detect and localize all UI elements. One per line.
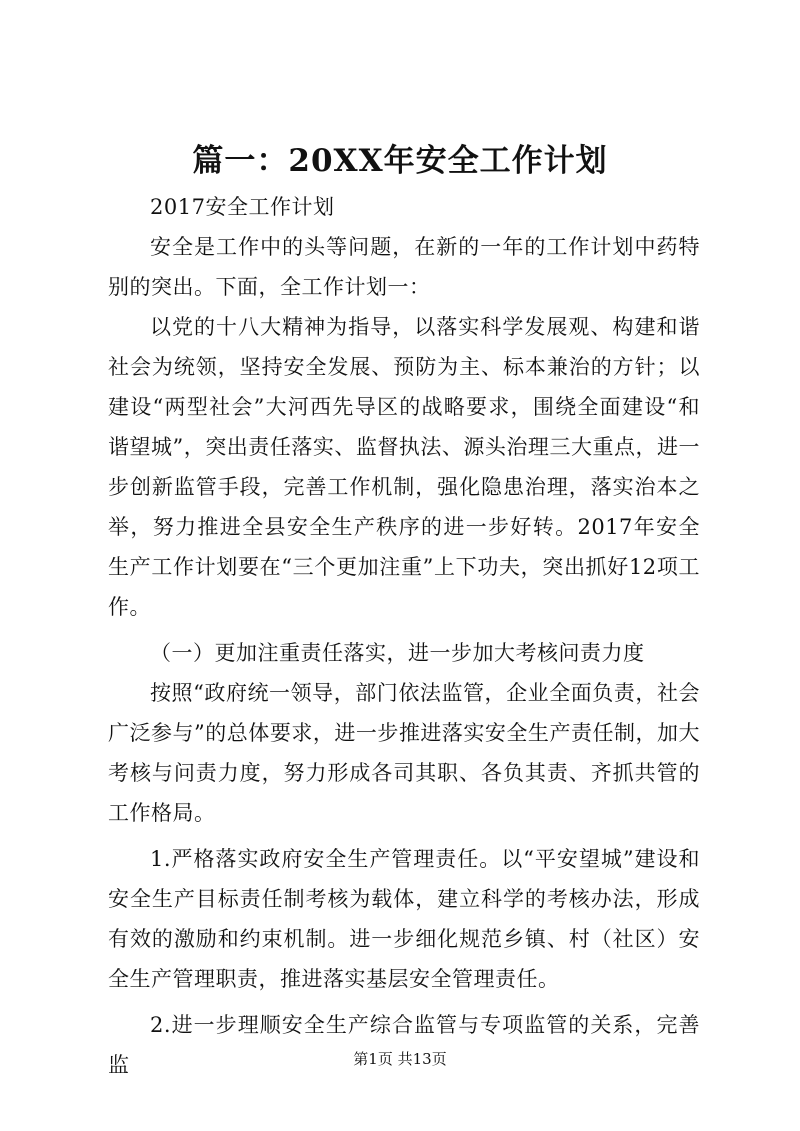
paragraph-subtitle: 2017安全工作计划 [150, 195, 335, 219]
paragraph-item-2: 2.进一步理顺安全生产综合监管与专项监管的关系，完善监 [108, 1013, 700, 1077]
document-body [108, 187, 700, 1085]
paragraph-requirements: 按照“政府统一领导，部门依法监管，企业全面负责，社会广泛参与”的总体要求，进一步推进落实安全生产责任制，加大考核与问责力度，努力形成各司其职、各负其责、齐抓共管的工作格局。 [108, 681, 700, 825]
section-heading-1: （一）更加注重责任落实，进一步加大考核问责力度 [150, 641, 645, 665]
paragraph-intro: 安全是工作中的头等问题，在新的一年的工作计划中药特别的突出。下面，全工作计划一： [108, 235, 700, 299]
page-footer: 第1页 共13页 [353, 1050, 447, 1068]
document-title: 篇一：20XX年安全工作计划 [192, 143, 608, 179]
paragraph-guiding-principle: 以党的十八大精神为指导，以落实科学发展观、构建和谐社会为统领，坚持安全发展、预防为主、标本兼治的方针；以建设“两型社会”大河西先导区的战略要求，围绕全面建设“和谐望城”，突出责任落实、监督执法、源头治理三大重点，进一步创新监管手段，完善工作机制，强化隐患治理，落实治本之举，努力推进全县安全生产秩序的进一步好转。2017年安全生产工作计划要在“三个更加注重”上下功夫，突出抓好12项工作。 [108, 315, 700, 619]
paragraph-item-1: 1.严格落实政府安全生产管理责任。以“平安望城”建设和安全生产目标责任制考核为载体，建立科学的考核办法，形成有效的激励和约束机制。进一步细化规范乡镇、村（社区）安全生产管理职责，推进落实基层安全管理责任。 [108, 847, 700, 991]
